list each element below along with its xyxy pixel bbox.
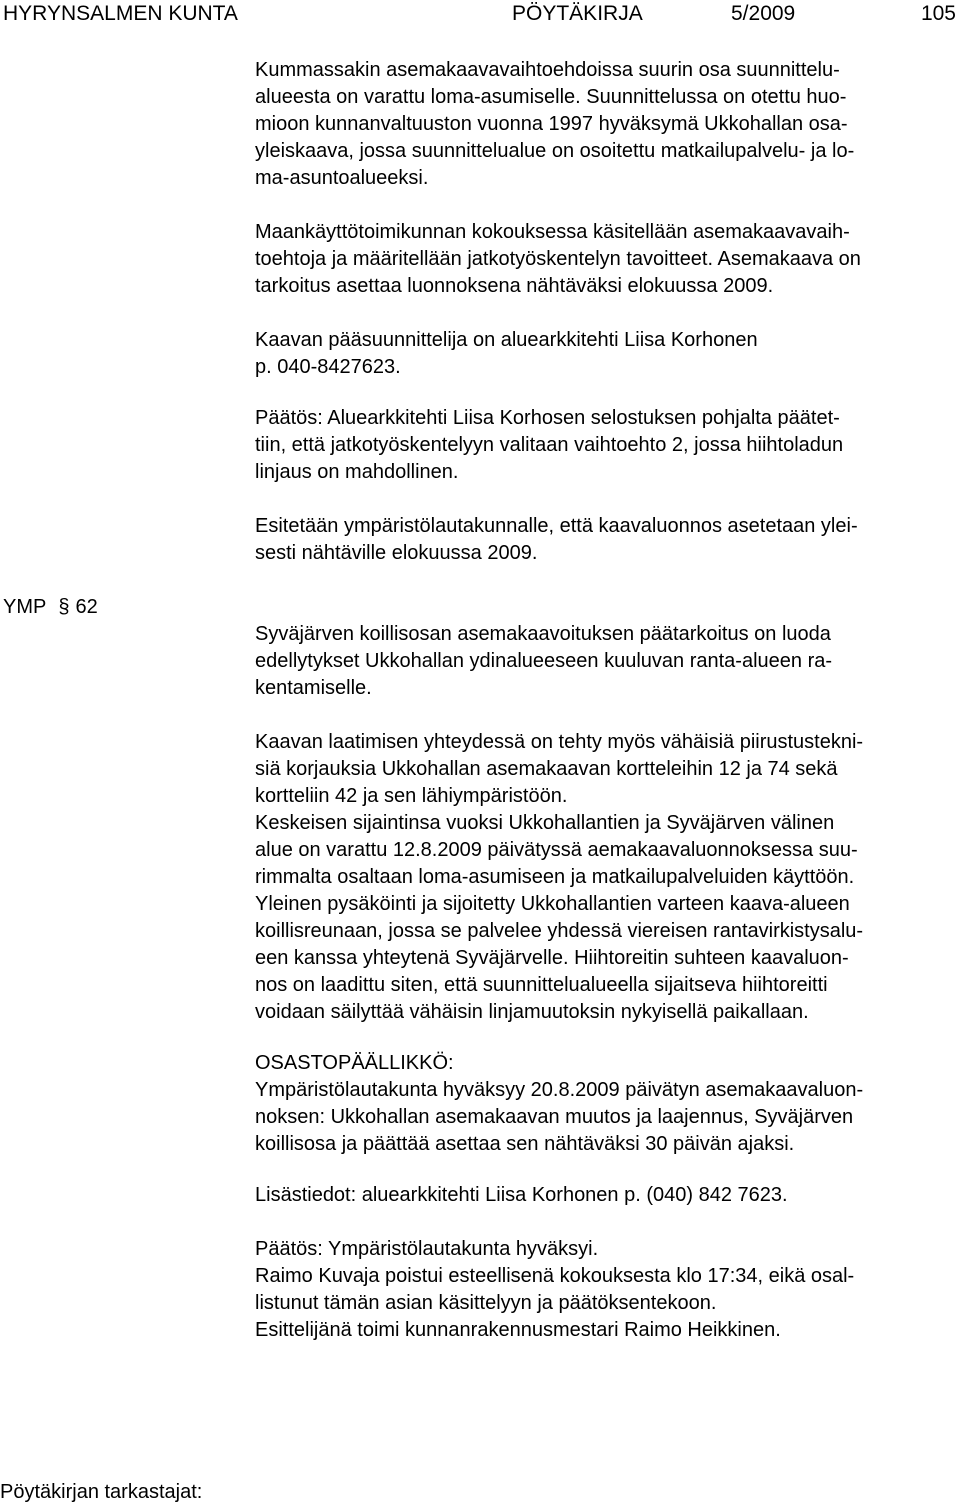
text-line: mioon kunnanvaltuuston vuonna 1997 hyväksymä Ukkohallan osa- [255,113,848,135]
text-line: Esitetään ympäristölautakunnalle, että kaavaluonnos asetetaan ylei- [255,515,858,537]
text-line: Päätös: Aluearkkitehti Liisa Korhosen selostuksen pohjalta päätet- [255,407,840,429]
organization-name: HYRYNSALMEN KUNTA [3,2,238,25]
text-line: alueesta on varattu loma-asumiselle. Suunnittelussa on otettu huo- [255,86,847,108]
text-line: listunut tämän asian käsittelyyn ja päätöksentekoon. [255,1292,717,1314]
text-line: Kaavan laatimisen yhteydessä on tehty myös vähäisiä piirustustekni- [255,731,864,753]
text-line: p. 040-8427623. [255,356,401,378]
text-line: tiin, että jatkotyöskentelyyn valitaan vaihtoehto 2, jossa hiihtoladun [255,434,844,456]
text-line: Esittelijänä toimi kunnanrakennusmestari Raimo Heikkinen. [255,1319,781,1341]
text-line: sesti nähtäville elokuussa 2009. [255,542,538,564]
section-code: YMP [3,596,47,618]
text-line: koillisreunaan, jossa se palvelee yhdessä viereisen rantavirkistysalu- [255,920,864,942]
text-line: linjaus on mahdollinen. [255,461,459,483]
text-line: Päätös: Ympäristölautakunta hyväksyi. [255,1238,599,1260]
text-line: Keskeisen sijaintinsa vuoksi Ukkohallantien ja Syväjärven välinen [255,812,835,834]
text-line: Ympäristölautakunta hyväksyy 20.8.2009 päivätyn asemakaavaluon- [255,1079,864,1101]
text-line: Yleinen pysäköinti ja sijoitetty Ukkohallantien varteen kaava-alueen [255,893,850,915]
document-number: 5/2009 [731,2,796,25]
text-line: kentamiselle. [255,677,372,699]
text-line: tarkoitus asettaa luonnoksena nähtäväksi elokuussa 2009. [255,275,774,297]
section-number: 62 [75,596,98,618]
text-line: Syväjärven koillisosan asemakaavoituksen päätarkoitus on luoda [255,623,831,645]
text-line: alue on varattu 12.8.2009 päivätyssä aemakaavaluonnoksessa suu- [255,839,858,861]
text-line: kortteliin 42 ja sen lähiympäristöön. [255,785,568,807]
document-type: PÖYTÄKIRJA [512,2,643,25]
paragraph-symbol: § [58,596,70,618]
section-label [3,594,98,621]
text-line: yleiskaava, jossa suunnittelualue on osoitettu matkailupalvelu- ja lo- [255,140,855,162]
text-line: Lisästiedot: aluearkkitehti Liisa Korhonen p. (040) 842 7623. [255,1184,788,1206]
text-line: voidaan säilyttää vähäisin linjamuutoksin nykyisellä paikallaan. [255,1001,809,1023]
text-line: edellytykset Ukkohallan ydinalueeseen kuuluvan ranta-alueen ra- [255,650,833,672]
text-line: noksen: Ukkohallan asemakaavan muutos ja laajennus, Syväjärven [255,1106,854,1128]
text-line: Raimo Kuvaja poistui esteellisenä kokouksesta klo 17:34, eikä osal- [255,1265,855,1287]
text-line: siä korjauksia Ukkohallan asemakaavan kortteleihin 12 ja 74 sekä [255,758,838,780]
page-number: 105 [920,2,956,25]
page-header [0,2,960,30]
text-line: rimmalta osaltaan loma-asumiseen ja matkailupalveluiden käyttöön. [255,866,855,888]
text-line: ma-asuntoalueeksi. [255,167,429,189]
text-line: toehtoja ja määritellään jatkotyöskentelyn tavoitteet. Asemakaava on [255,248,861,270]
text-line: nos on laadittu siten, että suunnittelualueella sijaitseva hiihtoreitti [255,974,828,996]
footer-signature-label: Pöytäkirjan tarkastajat: [0,1481,203,1503]
text-line: OSASTOPÄÄLLIKKÖ: [255,1052,454,1074]
text-line: Kummassakin asemakaavavaihtoehdoissa suurin osa suunnittelu- [255,59,840,81]
text-line: een kanssa yhteytenä Syväjärvelle. Hiihtoreitin suhteen kaavaluon- [255,947,849,969]
text-line: Kaavan pääsuunnittelija on aluearkkitehti Liisa Korhonen [255,329,758,351]
text-line: Maankäyttötoimikunnan kokouksessa käsitellään asemakaavavaih- [255,221,850,243]
text-line: koillisosa ja päättää asettaa sen nähtäväksi 30 päivän ajaksi. [255,1133,795,1155]
